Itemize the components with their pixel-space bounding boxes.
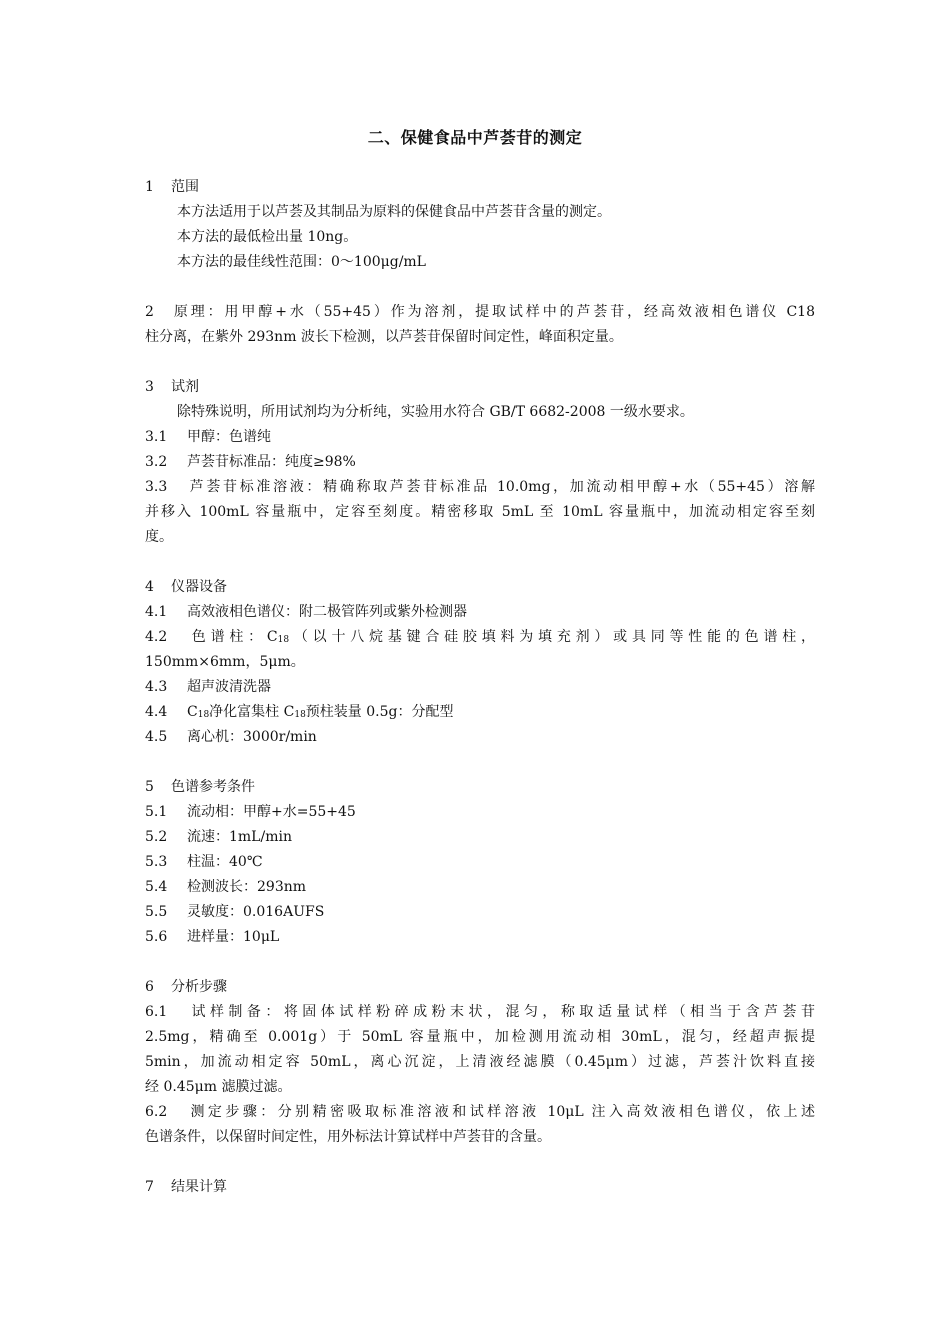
item-text: 离心机：3000r/min xyxy=(187,729,317,745)
paragraph: 度。 xyxy=(145,529,173,545)
item-text: 柱温：40℃ xyxy=(187,854,263,870)
list-item xyxy=(145,626,815,651)
list-item xyxy=(145,601,467,623)
item-text: 流动相：甲醇+水=55+45 xyxy=(187,804,356,820)
item-number: 6.1 xyxy=(145,1004,168,1020)
section-number: 6 xyxy=(145,979,154,995)
list-item xyxy=(145,851,262,873)
section-title: 分析步骤 xyxy=(171,979,227,995)
paragraph: 150mm×6mm，5μm。 xyxy=(145,654,305,670)
section-number: 1 xyxy=(145,179,154,195)
list-item xyxy=(145,876,306,898)
section-4-heading xyxy=(145,576,227,598)
section-5-heading xyxy=(145,776,255,798)
item-number: 5.5 xyxy=(145,904,168,920)
section-title: 范围 xyxy=(171,179,199,195)
section-number: 4 xyxy=(145,579,154,595)
subscript: 18 xyxy=(197,710,210,720)
paragraph: 并移入 100mL 容量瓶中，定容至刻度。精密移取 5mL 至 10mL 容量瓶中，加流动相定容至刻 xyxy=(145,504,815,520)
paragraph: 2.5mg，精确至 0.001g）于 50mL 容量瓶中，加检测用流动相 30mL，混匀，经超声振提 xyxy=(145,1029,815,1045)
item-text: 芦荟苷标准溶液：精确称取芦荟苷标准品 10.0mg，加流动相甲醇+水（55+45）溶解 xyxy=(187,479,815,495)
item-number: 6.2 xyxy=(145,1104,168,1120)
list-item xyxy=(145,926,279,948)
paragraph: 经 0.45μm 滤膜过滤。 xyxy=(145,1079,292,1095)
item-text: 甲醇：色谱纯 xyxy=(187,429,271,445)
paragraph: 本方法的最佳线性范围：0～100μg/mL xyxy=(177,254,426,270)
section-7-heading xyxy=(145,1176,227,1198)
section-3-heading xyxy=(145,376,199,398)
item-text: 测定步骤：分别精密吸取标准溶液和试样溶液 10μL 注入高效液相色谱仪，依上述 xyxy=(187,1104,815,1120)
section-2-line xyxy=(145,301,815,323)
item-text: 色谱柱：C xyxy=(187,629,278,645)
item-number: 3.1 xyxy=(145,429,168,445)
section-number: 5 xyxy=(145,779,154,795)
list-item xyxy=(145,1001,815,1023)
item-number: 4.3 xyxy=(145,679,168,695)
item-number: 4.2 xyxy=(145,629,168,645)
section-1-heading xyxy=(145,176,199,198)
document-title: 二、保健食品中芦荟苷的测定 xyxy=(367,128,583,147)
item-text: 流速：1mL/min xyxy=(187,829,292,845)
section-number: 7 xyxy=(145,1179,154,1195)
item-number: 4.1 xyxy=(145,604,168,620)
item-text: 进样量：10μL xyxy=(187,929,280,945)
list-item xyxy=(145,476,815,498)
item-text: 超声波清洗器 xyxy=(187,679,271,695)
item-text: 检测波长：293nm xyxy=(187,879,307,895)
item-number: 5.2 xyxy=(145,829,168,845)
item-text: 芦荟苷标准品：纯度≥98% xyxy=(187,454,356,470)
item-number: 5.1 xyxy=(145,804,168,820)
paragraph: 5min，加流动相定容 50mL，离心沉淀，上清液经滤膜（0.45μm）过滤，芦荟汁饮料直接 xyxy=(145,1054,815,1070)
item-text: （以十八烷基键合硅胶填料为填充剂）或具同等性能的色谱柱， xyxy=(289,629,816,645)
section-number: 3 xyxy=(145,379,154,395)
list-item xyxy=(145,901,324,923)
list-item xyxy=(145,701,453,726)
subscript: 18 xyxy=(277,635,290,645)
section-number: 2 xyxy=(145,304,154,320)
list-item xyxy=(145,1101,815,1123)
paragraph: 本方法的最低检出量 10ng。 xyxy=(177,229,358,245)
paragraph: 柱分离，在紫外 293nm 波长下检测，以芦荟苷保留时间定性，峰面积定量。 xyxy=(145,329,623,345)
section-title: 试剂 xyxy=(171,379,199,395)
item-number: 3.3 xyxy=(145,479,168,495)
item-number: 5.3 xyxy=(145,854,168,870)
section-title: 色谱参考条件 xyxy=(171,779,255,795)
list-item xyxy=(145,726,317,748)
list-item xyxy=(145,676,271,698)
subscript: 18 xyxy=(294,710,306,720)
item-text: 高效液相色谱仪：附二极管阵列或紫外检测器 xyxy=(187,604,467,620)
paragraph: 本方法适用于以芦荟及其制品为原料的保健食品中芦荟苷含量的测定。 xyxy=(177,204,611,220)
list-item xyxy=(145,826,292,848)
list-item xyxy=(145,801,356,823)
item-text: 净化富集柱 C xyxy=(209,704,295,720)
paragraph: 除特殊说明，所用试剂均为分析纯，实验用水符合 GB/T 6682-2008 一级水要求。 xyxy=(177,404,694,420)
item-number: 4.5 xyxy=(145,729,168,745)
section-title: 仪器设备 xyxy=(171,579,227,595)
list-item xyxy=(145,426,271,448)
paragraph-text: 原理：用甲醇+水（55+45）作为溶剂，提取试样中的芦荟苷，经高效液相色谱仪 C18 xyxy=(171,304,815,320)
item-number: 4.4 xyxy=(145,704,168,720)
item-number: 5.4 xyxy=(145,879,168,895)
item-text: C xyxy=(187,704,198,720)
item-number: 3.2 xyxy=(145,454,168,470)
item-text: 灵敏度：0.016AUFS xyxy=(187,904,325,920)
list-item xyxy=(145,451,356,473)
item-text: 预柱装量 0.5g：分配型 xyxy=(305,704,454,720)
paragraph: 色谱条件，以保留时间定性，用外标法计算试样中芦荟苷的含量。 xyxy=(145,1129,551,1145)
item-text: 试样制备：将固体试样粉碎成粉末状，混匀，称取适量试样（相当于含芦荟苷 xyxy=(187,1004,815,1020)
section-6-heading xyxy=(145,976,227,998)
item-number: 5.6 xyxy=(145,929,168,945)
section-title: 结果计算 xyxy=(171,1179,227,1195)
